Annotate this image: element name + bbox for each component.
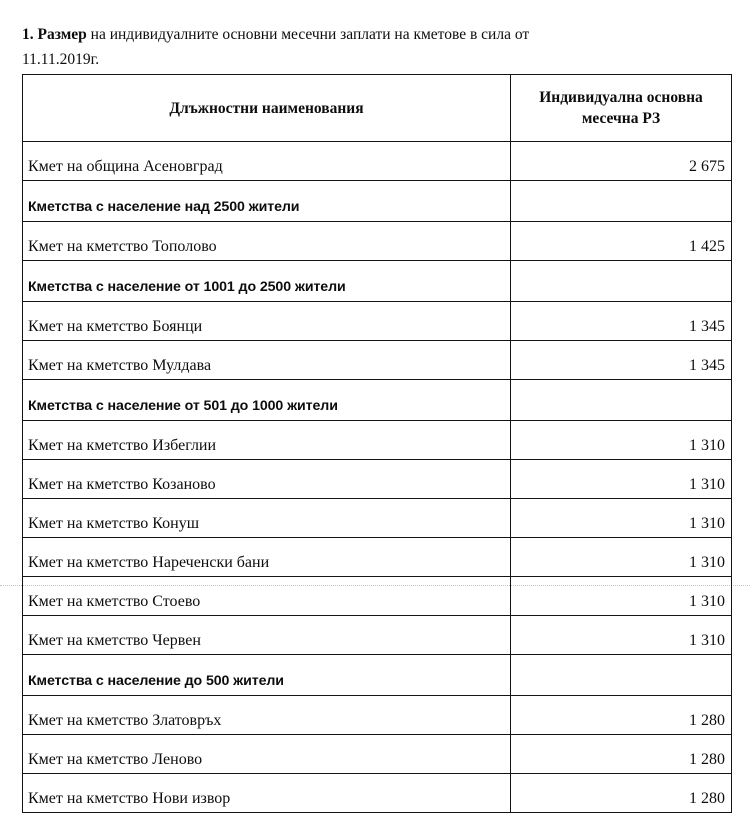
group-value-empty <box>511 181 732 222</box>
position-name: Кмет на кметство Златовръх <box>23 696 511 735</box>
salary-value: 1 345 <box>511 341 732 380</box>
salary-value: 1 310 <box>511 577 732 616</box>
salary-value: 1 280 <box>511 696 732 735</box>
table-group-row <box>23 261 732 302</box>
group-value-empty <box>511 261 732 302</box>
salary-value: 1 310 <box>511 538 732 577</box>
group-label: Кметства с население над 2500 жители <box>23 181 511 222</box>
column-header-position: Длъжностни наименования <box>23 75 511 142</box>
position-name: Кмет на кметство Червен <box>23 616 511 655</box>
salary-table <box>22 74 732 813</box>
table-row <box>23 499 732 538</box>
column-header-salary-line2: месечна РЗ <box>581 110 661 127</box>
intro-paragraph <box>22 22 728 72</box>
salary-table-body <box>23 142 732 813</box>
intro-item-number: 1. <box>22 25 34 43</box>
table-row <box>23 616 732 655</box>
column-header-salary <box>511 75 732 142</box>
position-name: Кмет на кметство Боянци <box>23 302 511 341</box>
table-row <box>23 222 732 261</box>
table-group-row <box>23 181 732 222</box>
group-label: Кметства с население от 1001 до 2500 жители <box>23 261 511 302</box>
position-name: Кмет на кметство Конуш <box>23 499 511 538</box>
position-name: Кмет на кметство Мулдава <box>23 341 511 380</box>
salary-value: 1 310 <box>511 616 732 655</box>
salary-value: 1 310 <box>511 460 732 499</box>
salary-value: 1 310 <box>511 421 732 460</box>
table-row <box>23 774 732 813</box>
intro-lead-word: Размер <box>37 25 87 43</box>
position-name: Кмет на кметство Козаново <box>23 460 511 499</box>
position-name: Кмет на кметство Тополово <box>23 222 511 261</box>
group-label: Кметства с население от 501 до 1000 жители <box>23 380 511 421</box>
group-label: Кметства с население до 500 жители <box>23 655 511 696</box>
table-row <box>23 341 732 380</box>
salary-value: 1 425 <box>511 222 732 261</box>
salary-value: 1 345 <box>511 302 732 341</box>
table-row <box>23 577 732 616</box>
salary-value: 1 280 <box>511 735 732 774</box>
intro-body-text: на индивидуалните основни месечни заплати на кметове в сила от <box>86 25 530 43</box>
table-row <box>23 538 732 577</box>
table-row <box>23 142 732 181</box>
position-name: Кмет на кметство Стоево <box>23 577 511 616</box>
column-header-salary-line1: Индивидуална основна <box>539 89 703 106</box>
salary-table-container <box>22 74 731 813</box>
salary-value: 2 675 <box>511 142 732 181</box>
position-name: Кмет на кметство Избеглии <box>23 421 511 460</box>
table-row <box>23 735 732 774</box>
table-row <box>23 302 732 341</box>
position-name: Кмет на кметство Нови извор <box>23 774 511 813</box>
position-name: Кмет на кметство Нареченски бани <box>23 538 511 577</box>
table-header-row <box>23 75 732 142</box>
table-group-row <box>23 655 732 696</box>
intro-effective-date: 11.11.2019г. <box>22 50 100 68</box>
table-group-row <box>23 380 732 421</box>
table-row <box>23 460 732 499</box>
position-name: Кмет на кметство Леново <box>23 735 511 774</box>
group-value-empty <box>511 380 732 421</box>
salary-value: 1 280 <box>511 774 732 813</box>
salary-value: 1 310 <box>511 499 732 538</box>
position-name: Кмет на община Асеновград <box>23 142 511 181</box>
table-row <box>23 421 732 460</box>
group-value-empty <box>511 655 732 696</box>
